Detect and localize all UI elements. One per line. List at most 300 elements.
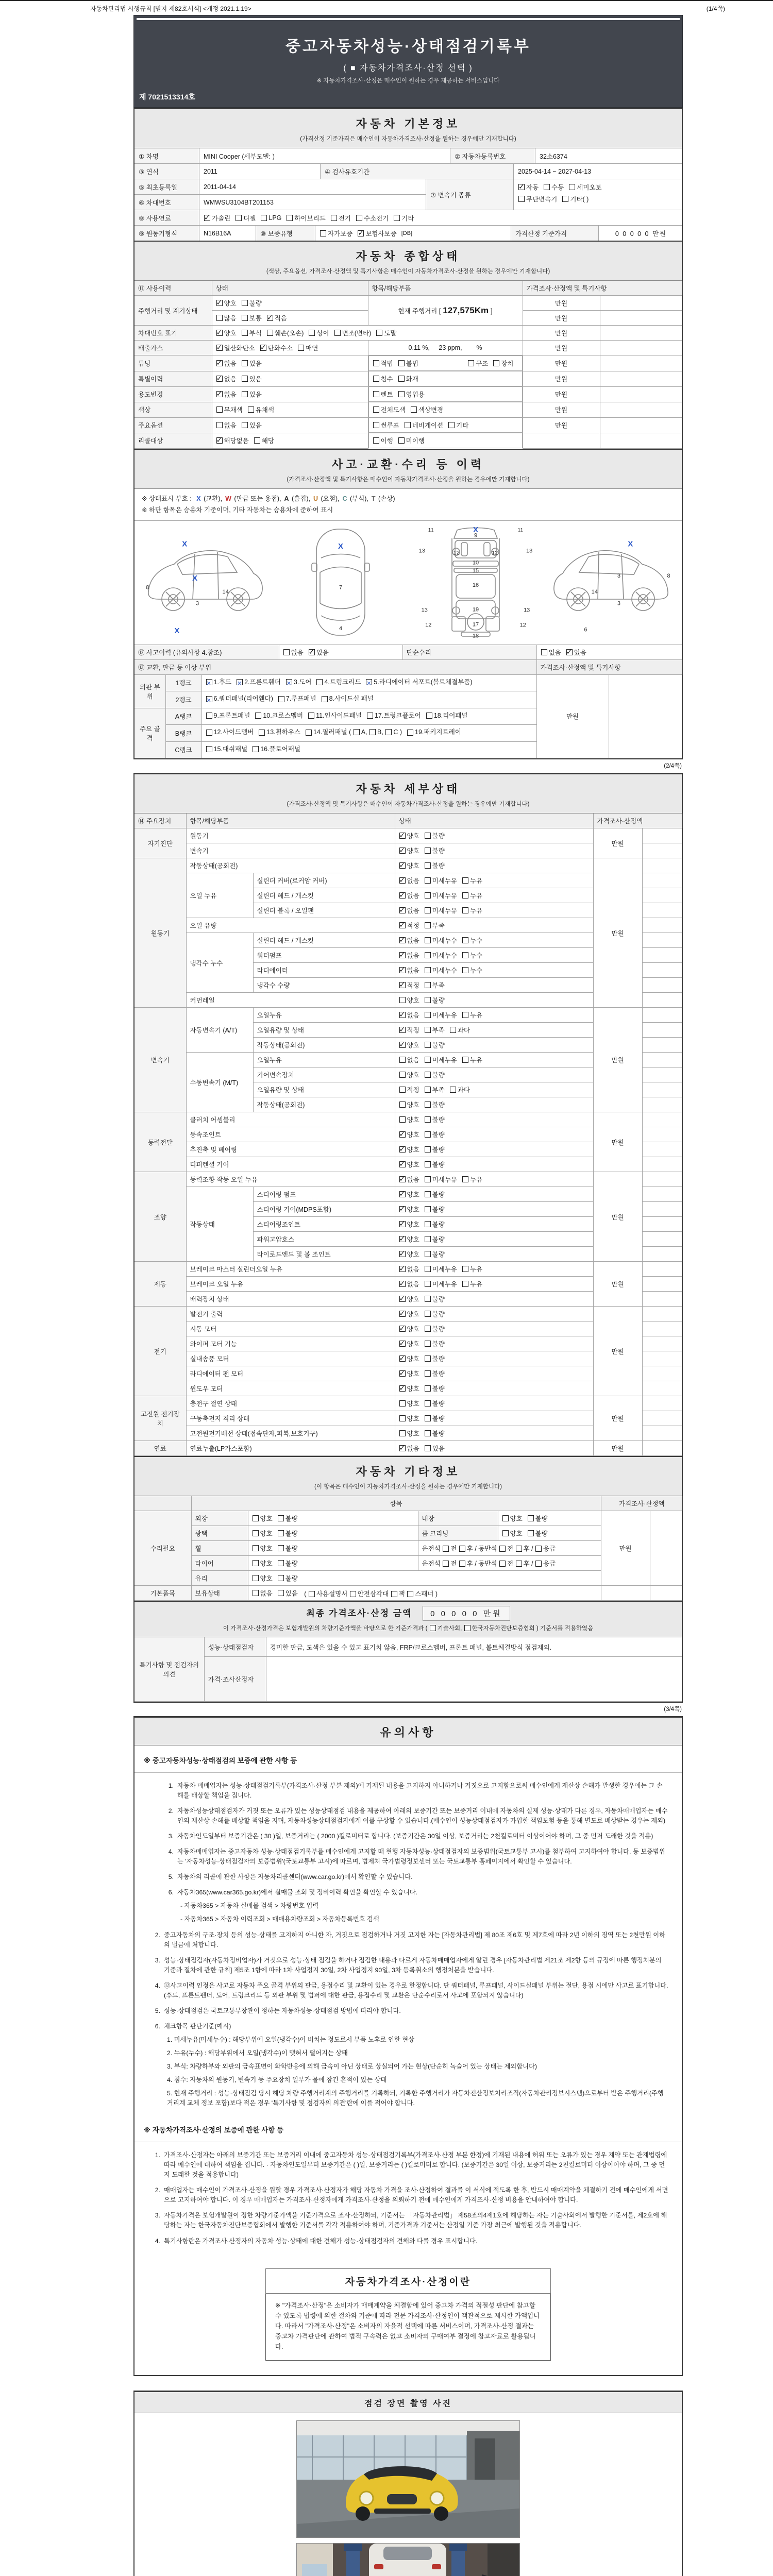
status-cell xyxy=(395,1067,593,1082)
checkbox-unchecked[interactable] xyxy=(425,1370,431,1377)
checkbox-option xyxy=(462,1279,482,1289)
checkbox-unchecked[interactable] xyxy=(367,713,373,719)
item-label: 발전기 출력 xyxy=(186,1307,395,1321)
checkbox-checked[interactable] xyxy=(399,1027,406,1033)
notice-number: 2. xyxy=(155,2187,160,2194)
checkbox-option xyxy=(462,891,482,900)
checkbox-unchecked[interactable] xyxy=(254,437,260,444)
notice-number: 1. xyxy=(155,2151,160,2159)
checkbox-unchecked[interactable] xyxy=(562,196,568,202)
checkbox-checked[interactable] xyxy=(399,833,406,839)
checkbox-checked[interactable] xyxy=(518,184,525,190)
checkbox-unchecked[interactable] xyxy=(544,184,550,190)
checkbox-unchecked[interactable] xyxy=(373,391,379,397)
use-history-label: 차대번호 표기 xyxy=(135,326,212,341)
checkbox-checked[interactable] xyxy=(399,1176,406,1182)
checkbox-unchecked[interactable] xyxy=(373,437,379,444)
checkbox-unchecked[interactable] xyxy=(391,1591,397,1597)
checkbox-unchecked[interactable] xyxy=(373,360,379,366)
checkbox-unchecked[interactable] xyxy=(278,1590,284,1596)
checkbox-unchecked[interactable] xyxy=(331,215,337,221)
checkbox-unchecked[interactable] xyxy=(206,746,212,752)
checkbox-unchecked[interactable] xyxy=(399,1400,406,1406)
checkbox-unchecked[interactable] xyxy=(306,730,312,736)
checkbox-option xyxy=(424,1324,445,1333)
checkbox-unchecked[interactable] xyxy=(425,952,431,958)
opinion-row-inspector xyxy=(135,1637,682,1657)
item-label: 등속조인트 xyxy=(186,1127,395,1142)
checkbox-unchecked[interactable] xyxy=(398,360,405,366)
checkbox-unchecked[interactable] xyxy=(425,1266,431,1272)
checkbox-unchecked[interactable] xyxy=(516,1561,522,1567)
svg-text:7: 7 xyxy=(339,584,342,590)
checkbox-unchecked[interactable] xyxy=(278,1530,284,1536)
checkbox-x-marked[interactable] xyxy=(206,679,212,685)
checkbox-checked[interactable] xyxy=(399,848,406,854)
checkbox-unchecked[interactable] xyxy=(242,360,248,366)
checkbox-option xyxy=(424,980,445,990)
checkbox-unchecked[interactable] xyxy=(236,215,242,221)
checkbox-unchecked[interactable] xyxy=(242,422,248,428)
checkbox-unchecked[interactable] xyxy=(464,1625,470,1631)
checkbox-checked[interactable] xyxy=(399,1326,406,1332)
checkbox-unchecked[interactable] xyxy=(516,1546,522,1552)
checkbox-unchecked[interactable] xyxy=(502,1530,509,1536)
svg-text:6: 6 xyxy=(584,626,587,633)
checkbox-checked[interactable] xyxy=(216,345,223,351)
item-label: 연료누출(LP가스포함) xyxy=(186,1441,395,1456)
checkbox-unchecked[interactable] xyxy=(253,1515,259,1521)
checkbox-unchecked[interactable] xyxy=(267,330,273,336)
option-label: 없음 xyxy=(407,1266,419,1273)
checkbox-unchecked[interactable] xyxy=(425,1326,431,1332)
checkbox-option xyxy=(399,980,419,990)
checkbox-checked[interactable] xyxy=(216,376,223,382)
checkbox-checked[interactable] xyxy=(566,649,573,655)
col-detail-status: 상태 xyxy=(395,814,593,828)
checkbox-unchecked[interactable] xyxy=(253,1590,259,1596)
rank-label: 2랭크 xyxy=(165,691,201,708)
checkbox-unchecked[interactable] xyxy=(253,1545,259,1551)
checkbox-checked[interactable] xyxy=(399,1341,406,1347)
checkbox-unchecked[interactable] xyxy=(462,937,468,943)
option-label: 양호 xyxy=(407,1430,419,1437)
checkbox-x-marked[interactable] xyxy=(286,679,292,685)
checkbox-option xyxy=(399,1294,419,1303)
checkbox-unchecked[interactable] xyxy=(242,300,248,306)
rank-row xyxy=(135,674,682,691)
checkbox-checked[interactable] xyxy=(216,330,223,336)
etc-price-note xyxy=(650,1511,682,1586)
section-header-basic xyxy=(135,109,682,148)
checkbox-unchecked[interactable] xyxy=(373,376,379,382)
checkbox-unchecked[interactable] xyxy=(459,1561,465,1567)
checkbox-unchecked[interactable] xyxy=(528,1515,534,1521)
checkbox-unchecked[interactable] xyxy=(399,1072,406,1078)
checkbox-unchecked[interactable] xyxy=(425,1072,431,1078)
checkbox-unchecked[interactable] xyxy=(322,696,328,702)
checkbox-option xyxy=(241,420,262,430)
checkbox-unchecked[interactable] xyxy=(425,1355,431,1362)
price-cell xyxy=(523,433,600,448)
option-label: 불량 xyxy=(249,300,262,307)
checkbox-unchecked[interactable] xyxy=(535,1561,542,1567)
checkbox-checked[interactable] xyxy=(309,649,315,655)
checkbox-unchecked[interactable] xyxy=(242,391,248,397)
checkbox-unchecked[interactable] xyxy=(259,730,265,736)
checkbox-checked[interactable] xyxy=(399,1042,406,1048)
checkbox-unchecked[interactable] xyxy=(278,1560,284,1566)
checkbox-option xyxy=(410,405,443,414)
option-label: 미세누유 xyxy=(432,1057,457,1064)
checkbox-unchecked[interactable] xyxy=(298,345,304,351)
checkbox-unchecked[interactable] xyxy=(425,1042,431,1048)
option-label: 미세누유 xyxy=(432,1012,457,1019)
checkbox-unchecked[interactable] xyxy=(425,937,431,943)
checkbox-unchecked[interactable] xyxy=(278,1515,284,1521)
checkbox-unchecked[interactable] xyxy=(287,215,293,221)
checkbox-unchecked[interactable] xyxy=(425,1027,431,1033)
option-label: 도말 xyxy=(384,330,397,337)
checkbox-unchecked[interactable] xyxy=(354,729,360,735)
checkbox-unchecked[interactable] xyxy=(425,982,431,988)
checkbox-unchecked[interactable] xyxy=(518,196,525,202)
item-label: 라디에이터 팬 모터 xyxy=(186,1366,395,1381)
checkbox-unchecked[interactable] xyxy=(462,1012,468,1018)
status-cell xyxy=(395,1172,593,1187)
checkbox-option xyxy=(424,1100,445,1109)
checkbox-unchecked[interactable] xyxy=(405,422,411,428)
checkbox-unchecked[interactable] xyxy=(398,437,405,444)
checkbox-checked[interactable] xyxy=(216,300,223,306)
item-label: 실린더 헤드 / 개스킷 xyxy=(253,933,395,948)
checkbox-option xyxy=(235,213,256,223)
item-cell xyxy=(368,402,523,417)
checkbox-unchecked[interactable] xyxy=(425,1296,431,1302)
checkbox-checked[interactable] xyxy=(216,360,223,366)
checkbox-unchecked[interactable] xyxy=(425,1146,431,1153)
checkbox-unchecked[interactable] xyxy=(425,1385,431,1392)
svg-text:X: X xyxy=(174,626,180,635)
checkbox-checked[interactable] xyxy=(399,1281,406,1287)
checkbox-unchecked[interactable] xyxy=(278,1575,284,1581)
checkbox-unchecked[interactable] xyxy=(399,1415,406,1421)
checkbox-unchecked[interactable] xyxy=(425,892,431,899)
checkbox-unchecked[interactable] xyxy=(425,1400,431,1406)
checkbox-unchecked[interactable] xyxy=(462,952,468,958)
checkbox-unchecked[interactable] xyxy=(462,892,468,899)
checkbox-unchecked[interactable] xyxy=(309,330,315,336)
checkbox-checked[interactable] xyxy=(399,1012,406,1018)
checkbox-unchecked[interactable] xyxy=(541,649,547,655)
checkbox-unchecked[interactable] xyxy=(425,1176,431,1182)
checkbox-checked[interactable] xyxy=(399,1146,406,1153)
checkbox-unchecked[interactable] xyxy=(448,422,455,428)
checkbox-checked[interactable] xyxy=(399,922,406,928)
checkbox-unchecked[interactable] xyxy=(425,1415,431,1421)
checkbox-unchecked[interactable] xyxy=(425,1341,431,1347)
checkbox-unchecked[interactable] xyxy=(459,1546,465,1552)
use-history-label: 용도변경 xyxy=(135,386,212,402)
checkbox-unchecked[interactable] xyxy=(334,330,341,336)
checkbox-unchecked[interactable] xyxy=(462,967,468,973)
checkbox-checked[interactable] xyxy=(260,345,266,351)
checkbox-unchecked[interactable] xyxy=(394,215,400,221)
checkbox-unchecked[interactable] xyxy=(425,1430,431,1436)
checkbox-unchecked[interactable] xyxy=(425,922,431,928)
checkbox-unchecked[interactable] xyxy=(261,215,267,221)
checkbox-unchecked[interactable] xyxy=(373,422,379,428)
checkbox-unchecked[interactable] xyxy=(425,1057,431,1063)
svg-text:X: X xyxy=(192,573,198,583)
checkbox-option xyxy=(356,213,389,223)
checkbox-checked[interactable] xyxy=(399,1296,406,1302)
checkbox-unchecked[interactable] xyxy=(468,360,474,366)
checkbox-unchecked[interactable] xyxy=(399,997,406,1003)
section-subnote-comprehensive: (색상, 주요옵션, 가격조사·산정액 및 특기사항은 매수인이 자동차가격조사·산정을 원하는 경우에만 기재합니다) xyxy=(266,268,550,275)
price-note-cell xyxy=(642,1351,682,1366)
status-cell xyxy=(212,326,523,341)
status-cell xyxy=(395,1082,593,1097)
checkbox-unchecked[interactable] xyxy=(425,1191,431,1197)
checkbox-unchecked[interactable] xyxy=(425,862,431,869)
checkbox-unchecked[interactable] xyxy=(425,877,431,884)
checkbox-unchecked[interactable] xyxy=(206,730,212,736)
checkbox-unchecked[interactable] xyxy=(425,1012,431,1018)
status-cell xyxy=(395,1127,593,1142)
checkbox-checked[interactable] xyxy=(399,877,406,884)
checkbox-unchecked[interactable] xyxy=(450,1027,456,1033)
checkbox-checked[interactable] xyxy=(399,1191,406,1197)
checkbox-unchecked[interactable] xyxy=(308,713,314,719)
checkbox-unchecked[interactable] xyxy=(425,997,431,1003)
price-note-cell xyxy=(642,1008,682,1023)
checkbox-unchecked[interactable] xyxy=(425,1206,431,1212)
checkbox-unchecked[interactable] xyxy=(450,1087,456,1093)
price-note-cell xyxy=(642,903,682,918)
item-label: 클러치 어셈블리 xyxy=(186,1112,395,1127)
option-label: 적정 xyxy=(407,982,419,989)
checkbox-unchecked[interactable] xyxy=(248,406,254,413)
checkbox-unchecked[interactable] xyxy=(425,1251,431,1257)
checkbox-unchecked[interactable] xyxy=(216,315,223,321)
checkbox-option xyxy=(399,1234,419,1244)
checkbox-unchecked[interactable] xyxy=(283,649,290,655)
device-label: 자기진단 xyxy=(135,828,186,858)
checkbox-unchecked[interactable] xyxy=(309,1591,315,1597)
checkbox-option xyxy=(266,313,287,323)
checkbox-unchecked[interactable] xyxy=(462,1176,468,1182)
checkbox-unchecked[interactable] xyxy=(425,1087,431,1093)
checkbox-checked[interactable] xyxy=(399,862,406,869)
checkbox-checked[interactable] xyxy=(399,1161,406,1167)
checkbox-checked[interactable] xyxy=(399,952,406,958)
checkbox-unchecked[interactable] xyxy=(425,1236,431,1242)
notice-text: 자동차성능상태점검자가 거짓 또는 오류가 있는 성능상태점검 내용을 제공하여 아래의 보증기간 또는 보증거리 이내에 자동차의 실제 성능·상태가 다른 경우, 자동차매매업자는 매수인의 재산상 손해를 배상할 책임을 지며, 자동차성능상태점검자에게 이를 구상할 수 있습니다.(매수인이 성능상태점검자가 가입한 책임보험 등을 통해 별도로 배상받는 경우는 제외) xyxy=(177,1807,668,1825)
option-label: 불량 xyxy=(432,848,445,855)
checkbox-unchecked[interactable] xyxy=(385,729,392,735)
item-label: 냉각수 수량 xyxy=(253,978,395,993)
checkbox-checked[interactable] xyxy=(399,1355,406,1362)
checkbox-checked[interactable] xyxy=(399,1266,406,1272)
checkbox-x-marked[interactable] xyxy=(206,696,212,702)
checkbox-option xyxy=(424,1190,445,1199)
checkbox-unchecked[interactable] xyxy=(426,713,432,719)
checkbox-unchecked[interactable] xyxy=(462,1281,468,1287)
checkbox-unchecked[interactable] xyxy=(253,746,259,752)
checkbox-checked[interactable] xyxy=(399,907,406,913)
rank-price-note xyxy=(609,674,682,758)
checkbox-unchecked[interactable] xyxy=(425,1445,431,1451)
checkbox-unchecked[interactable] xyxy=(399,1087,406,1093)
checkbox-unchecked[interactable] xyxy=(350,1591,356,1597)
checkbox-x-marked[interactable] xyxy=(366,679,372,685)
checkbox-unchecked[interactable] xyxy=(373,406,379,413)
checkbox-option xyxy=(424,1294,445,1303)
checkbox-checked[interactable] xyxy=(399,1311,406,1317)
checkbox-unchecked[interactable] xyxy=(425,1101,431,1108)
checkbox-unchecked[interactable] xyxy=(407,730,413,736)
checkbox-unchecked[interactable] xyxy=(216,406,223,413)
checkbox-unchecked[interactable] xyxy=(398,391,405,397)
option-label: 과다 xyxy=(457,1087,470,1094)
checkbox-checked[interactable] xyxy=(399,982,406,988)
checkbox-checked[interactable] xyxy=(399,1385,406,1392)
checkbox-unchecked[interactable] xyxy=(399,1101,406,1108)
etc-row-basic-items xyxy=(135,1586,682,1601)
checkbox-unchecked[interactable] xyxy=(443,1546,449,1552)
checkbox-unchecked[interactable] xyxy=(462,1057,468,1063)
notice-text: 자동차매매업자는 중고자동차 성능·상태점검기록부를 매수인에게 고지할 때 현행 자동차성능·상태점검자의 보증범위(국토교통부 고시)를 첨부하여 고지하여야 합니다. 동 보증범위는 '자동차성능·상태점검자의 보증범위'(국토교통부 고시)에 따르며, 법제처 국가법령정보센터 또는 국토교통부 홈페이지에서 확인할 수 있습니다. xyxy=(177,1848,665,1866)
checkbox-unchecked[interactable] xyxy=(499,1561,506,1567)
notice-item xyxy=(148,2185,668,2205)
checkbox-unchecked[interactable] xyxy=(425,833,431,839)
checkbox-unchecked[interactable] xyxy=(462,877,468,884)
checkbox-unchecked[interactable] xyxy=(316,679,323,685)
status-cell xyxy=(395,993,593,1008)
price-note-cell xyxy=(642,1112,682,1127)
checkbox-unchecked[interactable] xyxy=(493,360,499,366)
checkbox-unchecked[interactable] xyxy=(411,406,417,413)
inspector-label: 성능·상태점검자 xyxy=(204,1637,266,1657)
checkbox-unchecked[interactable] xyxy=(462,907,468,913)
checkbox-x-marked[interactable] xyxy=(237,679,243,685)
checkbox-unchecked[interactable] xyxy=(399,1057,406,1063)
checkbox-unchecked[interactable] xyxy=(242,330,248,336)
checkbox-checked[interactable] xyxy=(204,215,210,221)
checkbox-unchecked[interactable] xyxy=(425,848,431,854)
checkbox-unchecked[interactable] xyxy=(425,1116,431,1123)
checkbox-checked[interactable] xyxy=(399,1445,406,1451)
checkbox-unchecked[interactable] xyxy=(407,1591,413,1597)
checkbox-checked[interactable] xyxy=(358,230,364,236)
checkbox-unchecked[interactable] xyxy=(528,1530,534,1536)
checkbox-unchecked[interactable] xyxy=(253,1560,259,1566)
checkbox-unchecked[interactable] xyxy=(253,1530,259,1536)
checkbox-checked[interactable] xyxy=(399,937,406,943)
checkbox-checked[interactable] xyxy=(399,892,406,899)
checkbox-unchecked[interactable] xyxy=(425,967,431,973)
checkbox-unchecked[interactable] xyxy=(499,1546,506,1552)
option-label: 없음 xyxy=(407,1176,419,1183)
checkbox-checked[interactable] xyxy=(399,1251,406,1257)
section-header-detail xyxy=(135,774,682,814)
checkbox-checked[interactable] xyxy=(399,1206,406,1212)
checkbox-checked[interactable] xyxy=(399,1131,406,1138)
checkbox-checked[interactable] xyxy=(399,967,406,973)
notice-item xyxy=(161,1806,668,1826)
checkbox-unchecked[interactable] xyxy=(376,330,382,336)
svg-text:11: 11 xyxy=(517,527,524,533)
checkbox-unchecked[interactable] xyxy=(535,1546,542,1552)
checkbox-unchecked[interactable] xyxy=(443,1561,449,1567)
checkbox-unchecked[interactable] xyxy=(216,422,223,428)
checkbox-unchecked[interactable] xyxy=(356,215,362,221)
checkbox-unchecked[interactable] xyxy=(425,1131,431,1138)
notice-subitem: - 자동차365 > 자동차 실매물 검색 > 차량번호 입력 xyxy=(180,1902,319,1910)
checkbox-unchecked[interactable] xyxy=(398,376,405,382)
checkbox-option xyxy=(399,1085,419,1094)
car-name-value: MINI Cooper (세부모델: ) xyxy=(199,148,450,163)
rank-items xyxy=(201,674,536,691)
option-label: 불량 xyxy=(432,1415,445,1422)
checkbox-unchecked[interactable] xyxy=(278,1545,284,1551)
checkbox-checked[interactable] xyxy=(216,437,223,444)
warranty-suffix: [DB] xyxy=(401,230,413,236)
checkbox-unchecked[interactable] xyxy=(242,315,248,321)
checkbox-unchecked[interactable] xyxy=(253,1575,259,1581)
checkbox-unchecked[interactable] xyxy=(425,1161,431,1167)
state-code: W xyxy=(225,495,231,502)
checkbox-option xyxy=(373,436,393,445)
status-cell xyxy=(395,888,593,903)
checkbox-checked[interactable] xyxy=(399,1221,406,1227)
checkbox-unchecked[interactable] xyxy=(399,1116,406,1123)
checkbox-checked[interactable] xyxy=(399,1236,406,1242)
checkbox-option xyxy=(366,709,421,722)
checkbox-unchecked[interactable] xyxy=(425,907,431,913)
checkbox-unchecked[interactable] xyxy=(425,1281,431,1287)
checkbox-unchecked[interactable] xyxy=(569,184,575,190)
checkbox-unchecked[interactable] xyxy=(462,1266,468,1272)
checkbox-checked[interactable] xyxy=(399,1370,406,1377)
checkbox-unchecked[interactable] xyxy=(430,1625,436,1631)
checkbox-unchecked[interactable] xyxy=(242,376,248,382)
section-header-notices xyxy=(135,1718,682,1745)
notice-subitem: 2. 누유(누수) : 해당부위에서 오일(냉각수)이 맺혀서 떨어지는 상태 xyxy=(167,2049,348,2057)
checkbox-unchecked[interactable] xyxy=(399,1430,406,1436)
use-history-label: 리콜대상 xyxy=(135,433,212,448)
checkbox-unchecked[interactable] xyxy=(255,713,261,719)
checkbox-unchecked[interactable] xyxy=(369,729,376,735)
form-meta-row xyxy=(90,4,725,13)
checkbox-unchecked[interactable] xyxy=(206,713,212,719)
checkbox-unchecked[interactable] xyxy=(425,1311,431,1317)
option-label: 부족 xyxy=(432,982,445,989)
svg-text:19: 19 xyxy=(473,606,479,613)
checkbox-unchecked[interactable] xyxy=(320,230,326,236)
checkbox-unchecked[interactable] xyxy=(502,1515,509,1521)
checkbox-option xyxy=(252,1514,273,1523)
svg-text:3: 3 xyxy=(617,572,620,579)
checkbox-unchecked[interactable] xyxy=(278,696,284,702)
status-cell xyxy=(395,1097,593,1112)
rank-items xyxy=(201,741,536,758)
checkbox-checked[interactable] xyxy=(267,315,273,321)
checkbox-checked[interactable] xyxy=(216,391,223,397)
checkbox-unchecked[interactable] xyxy=(425,1221,431,1227)
use-history-label: 주행거리 및 계기상태 xyxy=(135,296,212,326)
